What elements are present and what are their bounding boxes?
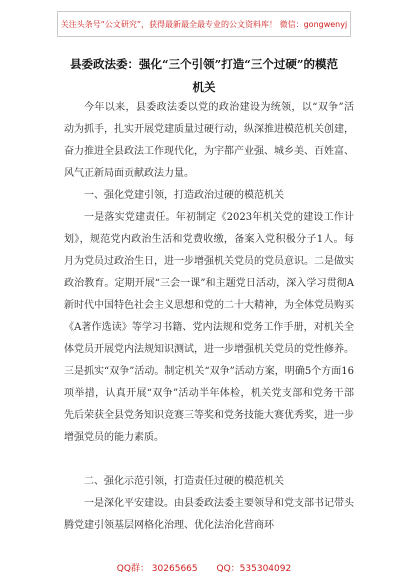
promo-banner bbox=[57, 11, 351, 37]
contact-footer bbox=[0, 561, 408, 574]
paragraph-section-1: 一是落实党建责任。年初制定《2023年机关党的建设工作计划》，规范党内政治生活和党费收缴，备案入党积极分子1人。每月为党员过政治生日，进一步增强机关党员的党员意识。二是做实政治教育。定期开展“三会一课”和主题党日活动，深入学习贯彻A新时代中国特色社会主义思想和党的二十大精神，为全体党员购买《A著作选读》等学习书籍、党内法规和党务工作手册，对机关全体党员开展党内法规知识测试，进一步增强机关党员的党性修养。三是抓实“双争”活动。制定机关“双争”活动方案，明确5个方面16项举措，认真开展“双争”活动半年体检，机关党支部和党务干部先后荣获全县党务知识竞赛三等奖和党务技能大赛优秀奖，进一步增强党员的能力素质。 bbox=[64, 212, 354, 443]
section-heading-2: 二、强化示范引领，打造责任过硬的模范机关 bbox=[84, 476, 284, 487]
section-heading-1: 一、强化党建引领，打造政治过硬的模范机关 bbox=[84, 190, 284, 201]
paragraph-section-2: 一是深化平安建设。由县委政法委主要领导和党支部书记带头腾党建引领基层网格化治理、优化法治化营商环 bbox=[64, 498, 354, 531]
document-title-line-1: 县委政法委：强化“三个引领”打造“三个过硬”的模范 bbox=[70, 57, 338, 71]
promo-banner-text: 关注头条号“公文研究”，获得最新最全最专业的公文资料库！ 微信：gongwenyj bbox=[60, 19, 348, 29]
paragraph-intro: 今年以来，县委政法委以党的政治建设为统领，以“双争”活动为抓手，扎实开展党建质量过硬行动，纵深推进模范机关创建，奋力推进全县政法工作现代化，为宇都产业强、城乡美、百姓富、风气正新局面贡献政法力量。 bbox=[64, 102, 354, 179]
document-title-line-2: 机关 bbox=[192, 80, 216, 94]
qq-group-text: QQ群： 30265665 bbox=[116, 564, 198, 574]
qq-contact-text: QQ：535304092 bbox=[216, 564, 292, 574]
